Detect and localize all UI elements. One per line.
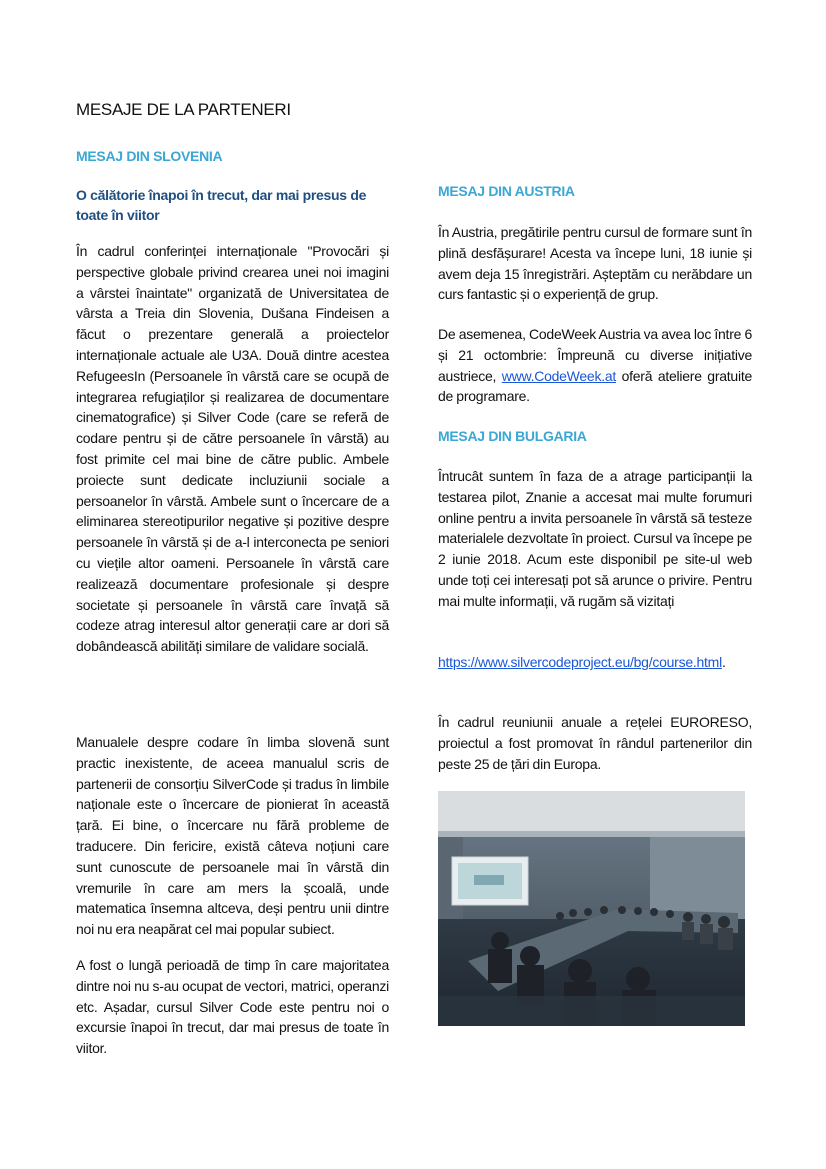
codeweek-link[interactable]: www.CodeWeek.at: [501, 367, 617, 384]
austria-paragraph-2-end: oferă ateliere gratuite de programare.: [438, 367, 752, 405]
slovenia-paragraph-1: În cadrul conferinței internaționale "Provocări și perspective globale privind crearea unei noi imagini a vârstei înaintate" organizată de Universitatea de vârsta a Treia din Slovenia, Dušana Findeisen a făcut o prezentare generală a proiectelor internaționale actuale ale U3A. Două dintre acestea RefugeesIn (Persoanele în vârstă care se ocupă de integrarea refugiaților și realizarea de documentare cinematografice) și Silver Code (care se referă de codare pentru și de către persoanele în vârstă) au fost primite cel mai bine de către public. Ambele proiecte sunt dedicate incluziunii sociale a persoanelor în vârstă. Ambele sunt o încercare de a eliminarea stereotipurilor negative și pozitive despre persoanele în vârstă și de a-l interconecta pe seniori cu viețile altor oameni. Persoanele în vârstă care realizează documentare profesionale și despre societate și persoanele în vârstă care învață să codeze atrag interesul altor generații care ar dori să dobândească abilități similare de validare socială.: [76, 243, 389, 655]
austria-paragraph-2: [438, 324, 752, 407]
bulgaria-link-paragraph: [438, 652, 752, 673]
bulgaria-link-suffix: .: [721, 654, 726, 670]
slovenia-paragraph-3: A fost o lungă perioadă de timp în care majoritatea dintre noi nu s-au ocupat de vectori, matrici, operanzi etc. Așadar, cursul Silver Code este pentru noi o excursie înapoi în trecut, dar mai presus de toate în viitor.: [76, 957, 389, 1057]
bulgaria-paragraph-2: În cadrul reuniunii anuale a rețelei EURORESO, proiectul a fost promovat în rândul partenerilor din peste 25 de țări din Europa.: [438, 714, 752, 772]
bulgaria-paragraph-1: Întrucât suntem în faza de a atrage participanții la testarea pilot, Znanie a accesat mai multe forumuri online pentru a invita persoanele în vârstă să testeze materialele dezvoltate în proiect. Cursul va începe pe 2 iunie 2018. Acum este disponibil pe site-ul web unde toți cei interesați pot să arunce o privire. Pentru mai multe informații, vă rugăm să vizitați: [438, 468, 752, 609]
slovenia-article-title: O călătorie înapoi în trecut, dar mai presus de toate în viitor: [76, 187, 367, 223]
meeting-room-photo: [438, 791, 745, 1026]
austria-paragraph-2-text: De asemenea, CodeWeek Austria va avea loc între 6 și 21 octombrie: Împreună cu diverse inițiative austriece,: [438, 326, 752, 384]
meeting-photo-illustration: [438, 791, 745, 1026]
slovenia-heading: MESAJ DIN SLOVENIA: [76, 148, 223, 164]
bulgaria-heading: MESAJ DIN BULGARIA: [438, 428, 587, 444]
silvercode-course-link[interactable]: https://www.silvercodeproject.eu/bg/course.html: [438, 654, 722, 670]
austria-heading: MESAJ DIN AUSTRIA: [438, 183, 575, 199]
page-title: MESAJE DE LA PARTENERI: [76, 100, 291, 119]
slovenia-paragraph-2: Manualele despre codare în limba slovenă sunt practic inexistente, de aceea manualul scris de partenerii de consorțiu SilverCode și tradus în limbile naționale este o încercare de pionierat în această țară. Ei bine, o încercare nu fără probleme de traducere. Din fericire, există câteva noțiuni care sunt cunoscute de persoanele mai în vârstă din vremurile în care am mers la școală, unde matematica însemna altceva, deși pentru unii dintre noi nu era neapărat cel mai popular subiect.: [76, 734, 389, 938]
austria-paragraph-1: În Austria, pregătirile pentru cursul de formare sunt în plină desfășurare! Acesta va începe luni, 18 iunie și avem deja 15 înregistrări. Așteptăm cu nerăbdare un curs fantastic și o experiență de grup.: [438, 224, 752, 303]
